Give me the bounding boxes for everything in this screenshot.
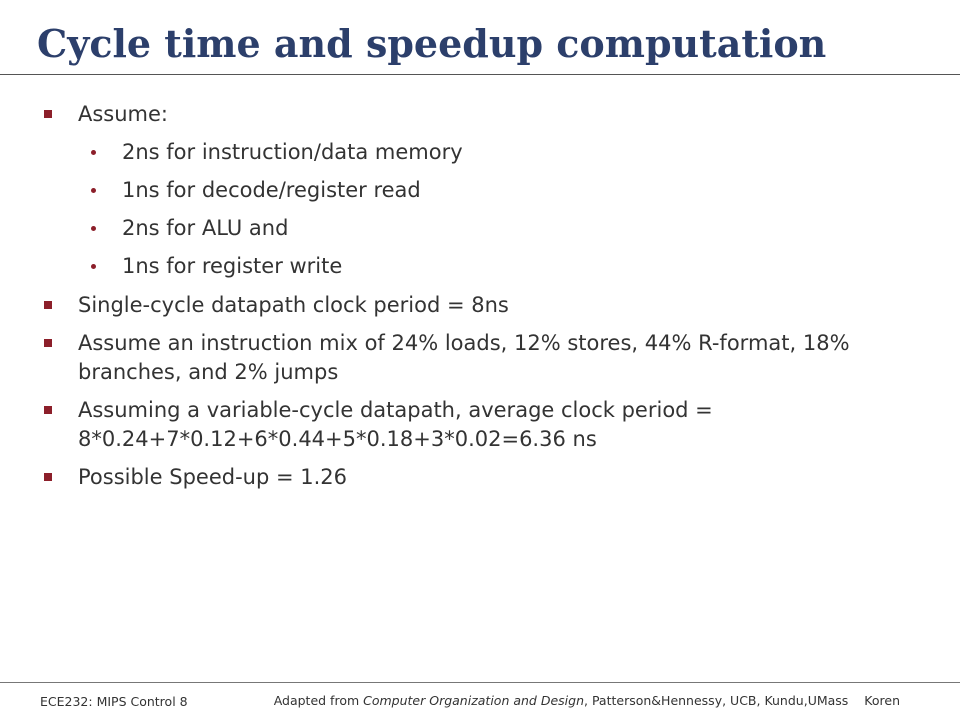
footer-author: Koren	[864, 693, 900, 708]
sub-bullet-text: 2ns for ALU and	[122, 216, 289, 240]
slide-content	[44, 100, 924, 501]
sub-bullet-text: 1ns for register write	[122, 254, 343, 278]
square-bullet-icon	[44, 110, 52, 118]
bullet-text: Possible Speed-up = 1.26	[78, 465, 347, 489]
footer-adapted-prefix: Adapted from	[273, 693, 360, 708]
square-bullet-icon	[44, 473, 52, 481]
bullet-text: Assume:	[78, 102, 169, 126]
footer-attribution	[274, 693, 900, 708]
sub-bullet-text: 2ns for instruction/data memory	[122, 140, 463, 164]
footer-course-label: ECE232: MIPS Control 8	[40, 694, 188, 709]
bullet-assume	[44, 100, 924, 129]
bullet-text: Single-cycle datapath clock period = 8ns	[78, 293, 509, 317]
bullet-text: Assuming a variable-cycle datapath, average clock period = 8*0.24+7*0.12+6*0.44+5*0.18+3*0.02=6.36 ns	[78, 398, 713, 451]
sub-bullet-alu	[44, 209, 924, 247]
footer-credits: , Patterson&Hennessy, UCB, Kundu,UMass	[584, 693, 849, 708]
square-bullet-icon	[44, 406, 52, 414]
dot-bullet-icon	[91, 188, 96, 193]
slide-title: Cycle time and speedup computation	[37, 21, 827, 66]
bullet-instruction-mix	[44, 329, 924, 387]
sub-bullet-write	[44, 247, 924, 285]
sub-bullet-text: 1ns for decode/register read	[122, 178, 421, 202]
bullet-variable-cycle	[44, 396, 924, 454]
sub-bullet-decode	[44, 171, 924, 209]
bullet-clock-period	[44, 291, 924, 320]
footer-book-title: Computer Organization and Design	[363, 693, 584, 708]
dot-bullet-icon	[91, 264, 96, 269]
bullet-speedup	[44, 463, 924, 492]
sub-bullet-memory	[44, 133, 924, 171]
square-bullet-icon	[44, 339, 52, 347]
assume-sublist	[44, 133, 924, 285]
dot-bullet-icon	[91, 150, 96, 155]
footer-divider	[0, 682, 960, 683]
dot-bullet-icon	[91, 226, 96, 231]
title-divider	[0, 74, 960, 75]
square-bullet-icon	[44, 301, 52, 309]
bullet-text: Assume an instruction mix of 24% loads, 12% stores, 44% R-format, 18% branches, and 2% jumps	[78, 331, 850, 384]
